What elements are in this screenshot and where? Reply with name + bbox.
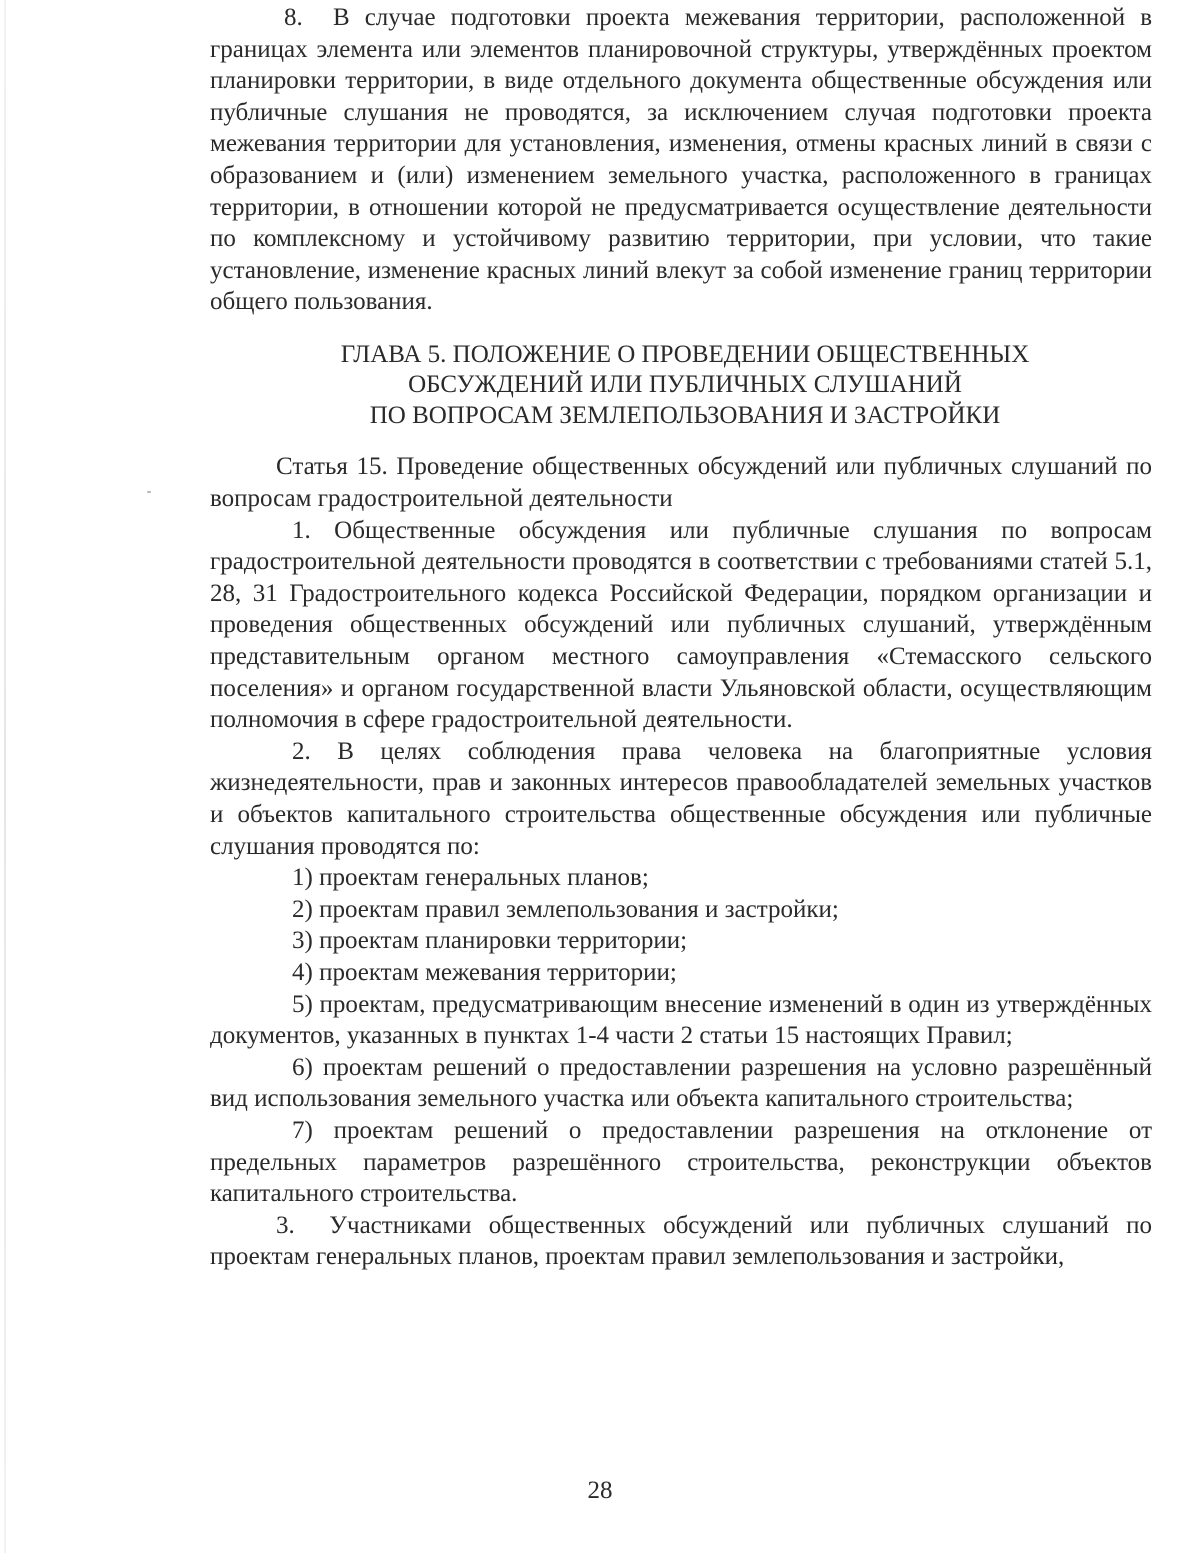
paragraph-8: 8. В случае подготовки проекта межевания территории, расположенной в границах элемента или элементов планировочной структуры, утверждённых проектом планировки территории, в виде отдельного документа общественные обсуждения или публичные слушания не проводятся, за исключением случая подготовки проекта межевания территории для установления, изменения, отмены красных линий в связи с образованием и (или) изменением земельного участка, расположенного в границах территории, в отношении которой не предусматривается осуществление деятельности по комплексному и устойчивому развитию территории, при условии, что такие установление, изменение красных линий влекут за собой изменение границ территории общего пользования. — [210, 4, 1152, 316]
list-item: 5) проектам, предусматривающим внесение изменений в один из утверждённых документов, указанных в пунктах 1-4 части 2 статьи 15 настоящих Правил; — [210, 990, 1152, 1050]
list-item: 6) проектам решений о предоставлении разрешения на условно разрешённый вид использования земельного участка или объекта капитального строительства; — [210, 1053, 1152, 1113]
chapter-heading-line-3: ПО ВОПРОСАМ ЗЕМЛЕПОЛЬЗОВАНИЯ И ЗАСТРОЙКИ — [369, 401, 1001, 429]
page-content — [210, 2, 1152, 1273]
article-15-point-3: 3. Участниками общественных обсуждений или публичных слушаний по проектам генеральных планов, проектам правил землепользования и застройки, — [210, 1211, 1152, 1271]
list-item: 2) проектам правил землепользования и застройки; — [292, 895, 839, 923]
article-15-point-2: 2. В целях соблюдения права человека на благоприятные условия жизнедеятельности, прав и законных интересов правообладателей земельных участков и объектов капитального строительства общественные обсуждения или публичные слушания проводятся по: — [210, 737, 1152, 860]
list-item: 3) проектам планировки территории; — [292, 927, 688, 955]
chapter-heading-line-1: ГЛАВА 5. ПОЛОЖЕНИЕ О ПРОВЕДЕНИИ ОБЩЕСТВЕННЫХ — [340, 340, 1030, 368]
article-15-point-1: 1. Общественные обсуждения или публичные слушания по вопросам градостроительной деятельности проводятся в соответствии с требованиями статей 5.1, 28, 31 Градостроительного кодекса Российской Федерации, порядком организации и проведения общественных обсуждений или публичных слушаний, утверждённым представительным органом местного самоуправления «Стемасского сельского поселения» и органом государственной власти Ульяновской области, осуществляющим полномочия в сфере градостроительной деятельности. — [210, 516, 1152, 734]
list-item: 4) проектам межевания территории; — [292, 958, 677, 986]
scan-edge — [4, 0, 6, 1553]
article-15-title: Статья 15. Проведение общественных обсуждений или публичных слушаний по вопросам градостроительной деятельности — [210, 453, 1152, 513]
list-item: 1) проектам генеральных планов; — [292, 864, 649, 892]
chapter-heading-line-2: ОБСУЖДЕНИЙ ИЛИ ПУБЛИЧНЫХ СЛУШАНИЙ — [408, 371, 962, 399]
chapter-heading — [210, 340, 1152, 432]
page-number: 28 — [587, 1477, 613, 1504]
scan-speck — [147, 491, 151, 493]
list-item: 7) проектам решений о предоставлении разрешения на отклонение от предельных параметров разрешённого строительства, реконструкции объектов капитального строительства. — [210, 1116, 1152, 1208]
